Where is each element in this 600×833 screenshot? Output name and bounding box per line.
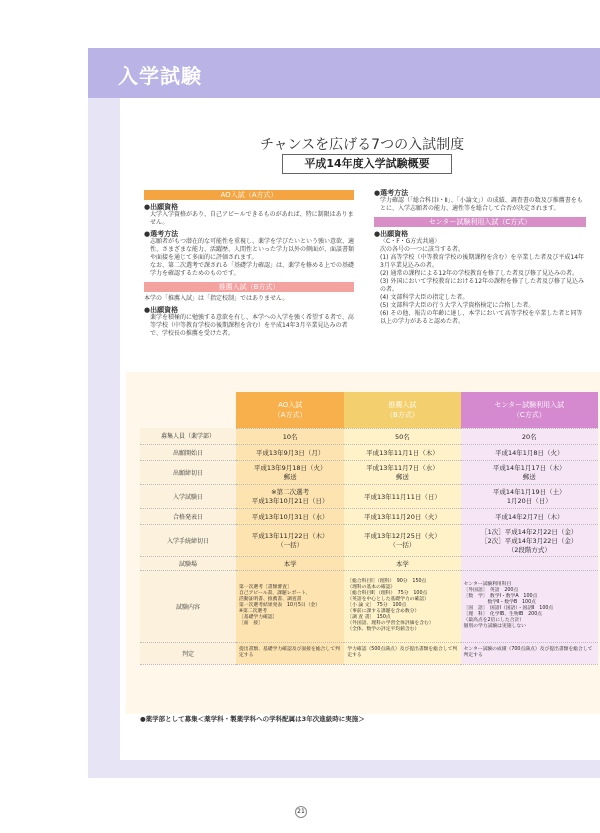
subheadline: 平成14年度入学試験概要: [282, 154, 452, 174]
cell-ao: 平成13年11月22日（木） （一括）: [236, 524, 344, 556]
ao-bar: AO入試（A方式）: [144, 190, 354, 200]
row-label: 入学試験日: [140, 484, 236, 508]
cell-center: 平成14年1月8日（火）: [461, 444, 598, 460]
row-label: 入学手続締切日: [140, 524, 236, 556]
ao-method-text: 志願者がもつ潜在的な可能性を重視し、薬学を学びたいという強い意欲、適性、さまざまな能力、活躍歴、人間性といった学力以外の側面が、面談書類や面接を通じて多面的に評価されます。: [150, 238, 355, 261]
cell-center: [461, 556, 598, 570]
row-label: 試験内容: [140, 570, 236, 642]
cell-recommendation: 平成13年11月7日（水） 郵送: [344, 460, 460, 484]
center-text-3: (1) 高等学校（中等教育学校の後期課程を含む）を卒業した者及び平成14年3月卒業見込みの者。: [380, 254, 585, 269]
row-label: 募集人員（薬学部）: [140, 428, 236, 444]
table-row: [140, 524, 598, 556]
center-text-7: (5) 文部科学大臣の行う大学入学資格検定に合格した者。: [380, 302, 535, 309]
bottom-band: [120, 760, 600, 778]
center-text-5: (3) 外国において学校教育における12年の課程を修了した者及び修了見込みの者。: [380, 278, 585, 293]
rec-method-text: 学力確認（「総合科目Ⅰ・Ⅱ」、「小論文」）の成績、調査書の数及び推薦書をもとに、入学志願者の能力、適性等を総合して合否が決定されます。: [380, 197, 583, 212]
cell-center: 平成14年1月19日（土） 1月20日（日）: [461, 484, 598, 508]
rec-method-heading: ●選考方法: [374, 189, 409, 197]
cell-recommendation: 本学: [344, 556, 460, 570]
cell-center: ［1次］平成14年2月22日（金） ［2次］平成14年3月22日（金） （2段階方式）: [461, 524, 598, 556]
ao-heading-qualification: ●出願資格: [144, 203, 179, 211]
row-label: 出願締切日: [140, 460, 236, 484]
recommendation-note: 本学の「推薦入試」は「指定校制」ではありません。: [144, 295, 289, 302]
cell-recommendation: ［総合科目Ⅰ］（理科） 90分 150点 （理科の基本の確認） ［総合科目Ⅱ］（理科） 75分 100点 （英語を中心とした基礎学力の確認） ［小 論 文］ 75分 100点 （事前に課する課題を含め数分） ［調 査 書］ 150点 （外国語、理科の学習全体評価を含む） （全体、数学の評定平均値含む）: [344, 570, 460, 642]
center-heading: ●出願資格: [374, 230, 409, 238]
center-text-8: (6) その他、報告の年齢に達し、本学において高等学校を卒業した者と同等以上の学力があると認めた者。: [380, 310, 583, 325]
cell-center: 平成14年1月17日（木） 郵送: [461, 460, 598, 484]
recommendation-heading: ●出願資格: [144, 306, 179, 314]
table-row: [140, 444, 598, 460]
right-column: [374, 186, 586, 326]
center-text-1: 〈C・F・G方式共通〉: [380, 238, 441, 245]
center-bar: センター試験利用入試（C方式）: [374, 217, 586, 227]
cell-ao: 本学: [236, 556, 344, 570]
cell-ao: 提出書類、基礎学力確認及び面接を総合して判定する: [236, 642, 344, 664]
page-number: 21: [295, 806, 307, 818]
table-row: [140, 484, 598, 508]
center-text-6: (4) 文部科学大臣の指定した者。: [380, 294, 469, 301]
side-band: [88, 98, 120, 778]
cell-center: センター試験利用科目 ［外国語］ 英語 200点 ［数 学］ 数学Ⅰ・数学A 100点 数学Ⅱ・数学B 100点 ［国 語］ 国語Ⅰ（国語）・国語Ⅱ 100点 ［理 科］ 化学ⅠB、生物ⅠB 200点 （最高点を2倍にした合計） 個別の学力試験は実施しない: [461, 570, 598, 642]
ao-method-text-2: なお、第二次選考で課される「基礎学力確認」は、薬学を修める上での基礎学力を確認するためのものです。: [150, 262, 355, 277]
cell-center: センター試験の成績（700点満点）及び提出書類を総合して判定する: [461, 642, 598, 664]
ao-qualification-text: 大学入学資格があり、自己アピールできるものがあれば、特に制限はありません。: [150, 211, 354, 226]
center-text-4: (2) 通常の課程による12年の学校教育を修了した者及び修了見込みの者。: [380, 270, 579, 277]
table-row: [140, 556, 598, 570]
table-row: [140, 570, 598, 642]
cell-ao: 平成13年10月31日（水）: [236, 508, 344, 524]
row-label: 合格発表日: [140, 508, 236, 524]
ao-heading-method: ●選考方法: [144, 230, 179, 238]
row-label: 試験場: [140, 556, 236, 570]
cell-ao: 平成13年9月3日（月）: [236, 444, 344, 460]
col-header-recommendation: 推薦入試 （B方式）: [344, 392, 460, 428]
cell-recommendation: 50名: [344, 428, 460, 444]
center-text-2: 次の各号の一つに該当する者。: [380, 246, 465, 253]
exam-table: [140, 392, 598, 665]
footnote: ●薬学部として募集＜薬学科・製薬学科への学科配属は3年次進級時に実施＞: [140, 715, 365, 723]
left-column: [144, 186, 354, 338]
table-row: [140, 508, 598, 524]
cell-ao: 平成13年9月18日（火） 郵送: [236, 460, 344, 484]
cell-recommendation: 平成13年11月20日（火）: [344, 508, 460, 524]
cell-recommendation: 平成13年12月25日（火） （一括）: [344, 524, 460, 556]
recommendation-bar: 推薦入試（B方式）: [144, 282, 354, 292]
cell-recommendation: 平成13年11月1日（木）: [344, 444, 460, 460]
col-header-center: センター試験利用入試 （C方式）: [461, 392, 598, 428]
cell-ao: ※第二次選考 平成13年10月21日（日）: [236, 484, 344, 508]
cell-recommendation: 学力確認（500点満点）及び提出書類を総合して判定する: [344, 642, 460, 664]
col-header-ao: AO入試 （A方式）: [236, 392, 344, 428]
table-row: [140, 642, 598, 664]
cell-recommendation: 平成13年11月11日（日）: [344, 484, 460, 508]
cell-center: 平成14年2月7日（木）: [461, 508, 598, 524]
cell-ao: 10名: [236, 428, 344, 444]
recommendation-text: 薬学を積極的に勉強する意欲を有し、本学への入学を強く希望する者で、高等学校（中等教育学校の後期課程を含む）を平成14年3月卒業見込みの者で、学校長の推薦を受けた者。: [150, 314, 354, 337]
table-row: [140, 460, 598, 484]
cell-ao: 第一次選考［書類審査］ 自己アピール書、課題レポート、 活動証明書、推薦書、調査書 第一次選考結果発表 10月5日（金） ※第二次選考 ［基礎学力確認］ ［面 接］: [236, 570, 344, 642]
section-title: 入学試験: [118, 64, 202, 88]
table-row: [140, 428, 598, 444]
row-label: 出願開始日: [140, 444, 236, 460]
headline: チャンスを広げる7つの入試制度: [260, 137, 465, 153]
row-label: 判定: [140, 642, 236, 664]
cell-center: 20名: [461, 428, 598, 444]
